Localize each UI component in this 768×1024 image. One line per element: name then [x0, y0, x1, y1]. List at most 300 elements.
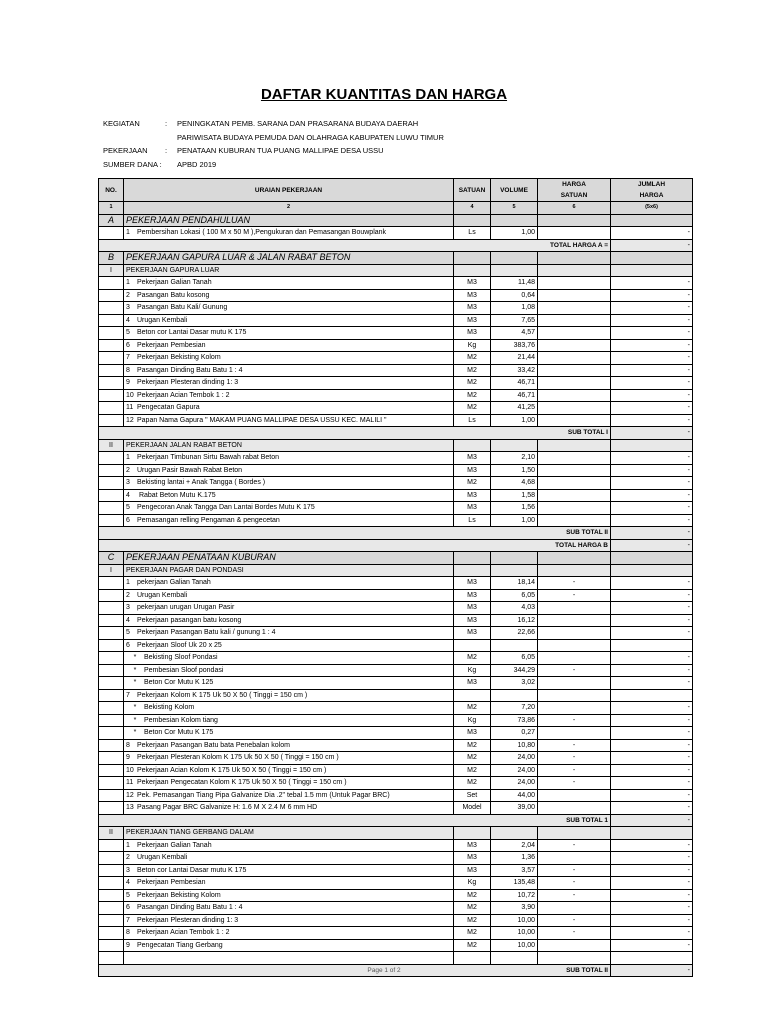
item-volume: [491, 689, 538, 702]
item-description: [124, 789, 454, 802]
table-row: [99, 927, 693, 940]
item-number: 7: [126, 691, 130, 699]
item-description: [124, 227, 454, 240]
item-volume: 1,00: [491, 227, 538, 240]
empty-cell: [99, 302, 124, 315]
item-number: 1: [126, 454, 130, 462]
empty-cell: [99, 339, 124, 352]
item-description: [124, 652, 454, 665]
item-unit-price: -: [538, 577, 611, 590]
item-text: Pasangan Dinding Batu Batu 1 : 4: [137, 366, 243, 374]
item-amount: -: [611, 352, 693, 365]
empty-cell: [99, 289, 124, 302]
empty-cell: [99, 464, 124, 477]
empty-cell: [611, 439, 693, 452]
empty-cell: [99, 352, 124, 365]
index-cell: 2: [124, 202, 454, 215]
item-volume: 1,50: [491, 464, 538, 477]
page-footer: Page 1 of 2: [367, 967, 401, 974]
item-volume: 3,57: [491, 864, 538, 877]
item-unit: M3: [454, 289, 491, 302]
empty-cell: [99, 677, 124, 690]
item-unit: M3: [454, 277, 491, 290]
item-text: Urugan Kembali: [137, 854, 188, 862]
item-description: [124, 577, 454, 590]
meta-row: [103, 158, 597, 172]
empty-cell: [538, 214, 611, 227]
table-row: [99, 414, 693, 427]
table-row: [99, 514, 693, 527]
subsection-row: [99, 264, 693, 277]
table-row: [99, 702, 693, 715]
item-description: [124, 489, 454, 502]
empty-cell: [99, 627, 124, 640]
item-unit-price: -: [538, 589, 611, 602]
item-amount: -: [611, 677, 693, 690]
item-unit-price: -: [538, 739, 611, 752]
item-text: Pekerjaan Pembesian: [137, 879, 206, 887]
item-volume: 10,00: [491, 939, 538, 952]
item-unit: M3: [454, 489, 491, 502]
item-description: [124, 314, 454, 327]
table-row: [99, 639, 693, 652]
item-text: Pekerjaan Galian Tanah: [137, 279, 212, 287]
item-number: 4: [126, 616, 130, 624]
item-description: [124, 302, 454, 315]
item-unit: M3: [454, 327, 491, 340]
item-text: Bekisting Sloof Pondasi: [144, 654, 218, 662]
item-number: 7: [126, 916, 130, 924]
item-amount: [611, 689, 693, 702]
item-volume: 3,90: [491, 902, 538, 915]
empty-cell: [99, 702, 124, 715]
table-row: [99, 839, 693, 852]
table-row: [99, 452, 693, 465]
item-unit-price: [538, 502, 611, 515]
item-unit: Kg: [454, 339, 491, 352]
total-label: TOTAL HARGA B: [99, 539, 611, 552]
item-volume: 73,86: [491, 714, 538, 727]
item-amount: -: [611, 652, 693, 665]
item-volume: 44,00: [491, 789, 538, 802]
item-unit-price: [538, 277, 611, 290]
empty-cell: [99, 402, 124, 415]
item-text: Pekerjaan Plesteran dinding 1: 3: [137, 379, 239, 387]
item-text: Pasangan Dinding Batu Batu 1 : 4: [137, 904, 243, 912]
table-row: [99, 377, 693, 390]
table-row: [99, 489, 693, 502]
empty-cell: [99, 927, 124, 940]
item-description: [124, 627, 454, 640]
empty-cell: [611, 552, 693, 565]
empty-cell: [538, 264, 611, 277]
index-cell: (5x6): [611, 202, 693, 215]
item-number: 2: [126, 854, 130, 862]
item-amount: -: [611, 902, 693, 915]
item-amount: -: [611, 702, 693, 715]
empty-cell: [611, 827, 693, 840]
table-row: [99, 664, 693, 677]
subsection-code: I: [99, 264, 124, 277]
item-unit: M3: [454, 502, 491, 515]
item-volume: 10,80: [491, 739, 538, 752]
item-volume: 4,03: [491, 602, 538, 615]
empty-cell: [99, 577, 124, 590]
item-volume: 6,05: [491, 652, 538, 665]
quantity-price-table: [98, 178, 693, 977]
item-unit: M3: [454, 577, 491, 590]
item-amount: -: [611, 364, 693, 377]
item-unit: M3: [454, 589, 491, 602]
item-amount: -: [611, 914, 693, 927]
item-unit: M3: [454, 302, 491, 315]
item-unit-price: [538, 602, 611, 615]
item-number: 4: [126, 491, 130, 499]
item-text: Pekerjaan Bekisting Kolom: [137, 354, 221, 362]
empty-cell: [99, 477, 124, 490]
bullet-star: *: [133, 729, 137, 737]
item-text: Pasangan Batu kosong: [137, 291, 210, 299]
item-number: 8: [126, 366, 130, 374]
meta-colon: :: [165, 146, 168, 155]
item-unit: M2: [454, 652, 491, 665]
item-volume: 383,76: [491, 339, 538, 352]
item-description: [124, 614, 454, 627]
item-amount: -: [611, 627, 693, 640]
item-unit-price: -: [538, 664, 611, 677]
section-row: [99, 252, 693, 265]
item-description: [124, 514, 454, 527]
item-volume: 46,71: [491, 377, 538, 390]
meta-key: KEGIATAN: [103, 119, 140, 128]
item-text: pekerjaan Galian Tanah: [137, 579, 211, 587]
item-description: [124, 464, 454, 477]
item-volume: [491, 639, 538, 652]
item-text: Pekerjaan Kolom K 175 Uk 50 X 50 ( Tinggi = 150 cm ): [137, 691, 308, 699]
item-unit: M2: [454, 377, 491, 390]
empty-cell: [491, 439, 538, 452]
item-unit-price: [538, 352, 611, 365]
subsection-code: II: [99, 827, 124, 840]
item-volume: 10,72: [491, 889, 538, 902]
total-row: [99, 539, 693, 552]
item-unit-price: [538, 377, 611, 390]
item-amount: -: [611, 864, 693, 877]
item-description: [124, 752, 454, 765]
item-unit: M2: [454, 902, 491, 915]
item-number: 2: [126, 591, 130, 599]
table-row: [99, 677, 693, 690]
item-unit-price: [538, 939, 611, 952]
subtotal-label: SUB TOTAL 1: [99, 814, 611, 827]
empty-cell: [454, 214, 491, 227]
empty-cell: [99, 327, 124, 340]
item-unit-price: -: [538, 864, 611, 877]
meta-key: [103, 131, 165, 145]
item-amount: -: [611, 714, 693, 727]
item-unit-price: [538, 477, 611, 490]
table-row: [99, 477, 693, 490]
meta-colon: :: [165, 119, 168, 128]
item-volume: 16,12: [491, 614, 538, 627]
item-unit-price: [538, 389, 611, 402]
item-text: pekerjaan urugan Urugan Pasir: [137, 604, 235, 612]
item-unit-price: [538, 402, 611, 415]
col-header-harga-line1: HARGA: [562, 181, 586, 188]
empty-cell: [99, 902, 124, 915]
empty-cell: [611, 264, 693, 277]
empty-cell: [99, 939, 124, 952]
table-row: [99, 402, 693, 415]
item-description: [124, 802, 454, 815]
empty-cell: [99, 714, 124, 727]
bullet-star: *: [133, 666, 137, 674]
item-text: Pekerjaan pasangan batu kosong: [137, 616, 242, 624]
item-description: [124, 377, 454, 390]
table-row: [99, 914, 693, 927]
item-volume: 1,36: [491, 852, 538, 865]
item-volume: 11,48: [491, 277, 538, 290]
item-volume: 7,20: [491, 702, 538, 715]
table-row: [99, 714, 693, 727]
item-amount: -: [611, 802, 693, 815]
empty-cell: [611, 252, 693, 265]
item-text: Pekerjaan Pembesian: [137, 341, 206, 349]
empty-cell: [99, 602, 124, 615]
item-number: 12: [126, 416, 134, 424]
item-number: 10: [126, 766, 134, 774]
item-description: [124, 714, 454, 727]
item-unit: M3: [454, 602, 491, 615]
empty-cell: [454, 552, 491, 565]
item-amount: -: [611, 889, 693, 902]
item-amount: -: [611, 377, 693, 390]
item-unit-price: -: [538, 877, 611, 890]
item-unit-price: [538, 902, 611, 915]
col-header-harga-line2: SATUAN: [560, 192, 588, 199]
item-volume: 4,57: [491, 327, 538, 340]
item-unit-price: [538, 489, 611, 502]
empty-cell: [538, 439, 611, 452]
bullet-star: *: [133, 704, 137, 712]
section-row: [99, 552, 693, 565]
bullet-star: *: [133, 716, 137, 724]
empty-cell: [454, 252, 491, 265]
empty-cell: [99, 227, 124, 240]
item-text: Pengecoran Anak Tangga Dan Lantai Bordes Mutu K 175: [137, 504, 315, 512]
item-unit-price: [538, 314, 611, 327]
item-amount: -: [611, 289, 693, 302]
table-row: [99, 602, 693, 615]
table-row: [99, 689, 693, 702]
item-amount: -: [611, 852, 693, 865]
item-amount: -: [611, 927, 693, 940]
empty-cell: [99, 364, 124, 377]
item-number: 9: [126, 379, 130, 387]
item-unit: M3: [454, 614, 491, 627]
item-unit-price: -: [538, 889, 611, 902]
item-volume: 46,71: [491, 389, 538, 402]
item-unit-price: -: [538, 764, 611, 777]
item-volume: 4,68: [491, 477, 538, 490]
meta-val: PENINGKATAN PEMB. SARANA DAN PRASARANA BUDAYA DAERAH: [177, 119, 419, 128]
item-unit: M2: [454, 402, 491, 415]
item-unit: M3: [454, 677, 491, 690]
item-text: Pekerjaan Plesteran dinding 1: 3: [137, 916, 239, 924]
section-title: PEKERJAAN PENATAAN KUBURAN: [124, 552, 454, 565]
item-unit-price: [538, 639, 611, 652]
item-unit-price: [538, 627, 611, 640]
empty-cell: [611, 214, 693, 227]
item-unit: M2: [454, 364, 491, 377]
item-number: 1: [126, 279, 130, 287]
item-amount: -: [611, 789, 693, 802]
item-description: [124, 764, 454, 777]
item-description: [124, 702, 454, 715]
item-volume: 10,00: [491, 927, 538, 940]
index-cell: 5: [491, 202, 538, 215]
table-row: [99, 227, 693, 240]
item-text: Beton cor Lantai Dasar mutu K 175: [137, 866, 247, 874]
item-description: [124, 452, 454, 465]
subtotal-amount: -: [611, 527, 693, 540]
item-description: [124, 339, 454, 352]
empty-cell: [124, 952, 454, 965]
item-unit: M2: [454, 477, 491, 490]
item-unit-price: [538, 327, 611, 340]
item-amount: -: [611, 389, 693, 402]
item-amount: -: [611, 327, 693, 340]
item-unit-price: [538, 702, 611, 715]
item-number: 5: [126, 891, 130, 899]
item-amount: -: [611, 664, 693, 677]
empty-cell: [99, 889, 124, 902]
item-unit-price: [538, 652, 611, 665]
section-title: PEKERJAAN GAPURA LUAR & JALAN RABAT BETON: [124, 252, 454, 265]
col-header-no: NO.: [99, 179, 124, 202]
document-meta: [103, 117, 597, 171]
item-text: Bekisting Kolom: [144, 704, 195, 712]
table-row: [99, 464, 693, 477]
item-volume: 2,04: [491, 839, 538, 852]
item-amount: -: [611, 764, 693, 777]
subtotal-label: SUB TOTAL II: [99, 527, 611, 540]
empty-cell: [99, 502, 124, 515]
item-description: [124, 877, 454, 890]
item-text: Bekisting lantai + Anak Tangga ( Bordes ): [137, 479, 266, 487]
item-volume: 3,02: [491, 677, 538, 690]
item-text: Pembesian Kolom tiang: [144, 716, 218, 724]
item-unit: [454, 639, 491, 652]
item-volume: 2,10: [491, 452, 538, 465]
item-text: Pekerjaan Acian Kolom K 175 Uk 50 X 50 ( Tinggi = 150 cm ): [137, 766, 327, 774]
meta-colon: [165, 158, 177, 172]
item-text: Pekerjaan Pengecatan Kolom K 175 Uk 50 X 50 ( Tinggi = 150 cm ): [137, 779, 347, 787]
empty-cell: [99, 639, 124, 652]
empty-cell: [491, 252, 538, 265]
item-number: 2: [126, 466, 130, 474]
item-text: Pekerjaan Bekisting Kolom: [137, 891, 221, 899]
item-description: [124, 689, 454, 702]
item-text: Pembesian Sloof pondasi: [144, 666, 224, 674]
item-volume: 6,05: [491, 589, 538, 602]
item-description: [124, 839, 454, 852]
item-volume: 41,25: [491, 402, 538, 415]
item-unit-price: [538, 789, 611, 802]
item-description: [124, 727, 454, 740]
empty-cell: [454, 952, 491, 965]
item-text: Pembersihan Lokasi ( 100 M x 50 M ),Pengukuran dan Pemasangan Bouwplank: [137, 229, 387, 237]
table-row: [99, 889, 693, 902]
empty-cell: [538, 827, 611, 840]
empty-cell: [99, 777, 124, 790]
table-row: [99, 614, 693, 627]
empty-cell: [99, 589, 124, 602]
empty-cell: [99, 764, 124, 777]
item-amount: -: [611, 752, 693, 765]
empty-cell: [99, 452, 124, 465]
item-unit: M2: [454, 914, 491, 927]
empty-cell: [491, 264, 538, 277]
item-unit-price: [538, 339, 611, 352]
empty-cell: [454, 827, 491, 840]
col-header-satuan: SATUAN: [454, 179, 491, 202]
item-description: [124, 402, 454, 415]
subsection-row: [99, 439, 693, 452]
total-amount: -: [611, 539, 693, 552]
item-amount: -: [611, 477, 693, 490]
table-row: [99, 577, 693, 590]
item-text: Pemasangan relling Pengaman & pengecetan: [137, 516, 280, 524]
table-row: [99, 389, 693, 402]
item-text: Pekerjaan Timbunan Sirtu Bawah rabat Beton: [137, 454, 280, 462]
subtotal-amount: -: [611, 427, 693, 440]
item-volume: 22,66: [491, 627, 538, 640]
item-volume: 1,08: [491, 302, 538, 315]
item-description: [124, 327, 454, 340]
item-number: 8: [126, 929, 130, 937]
item-volume: 1,00: [491, 414, 538, 427]
table-row: [99, 789, 693, 802]
item-description: [124, 502, 454, 515]
item-unit: M3: [454, 864, 491, 877]
item-description: [124, 477, 454, 490]
item-unit: M2: [454, 702, 491, 715]
table-row: [99, 802, 693, 815]
item-number: 3: [126, 304, 130, 312]
empty-cell: [99, 314, 124, 327]
item-description: [124, 939, 454, 952]
item-unit-price: [538, 302, 611, 315]
item-amount: -: [611, 452, 693, 465]
item-description: [124, 889, 454, 902]
section-title: PEKERJAAN PENDAHULUAN: [124, 214, 454, 227]
item-amount: [611, 639, 693, 652]
item-number: 6: [126, 341, 130, 349]
item-volume: 0,64: [491, 289, 538, 302]
empty-cell: [491, 827, 538, 840]
item-volume: 1,00: [491, 514, 538, 527]
item-description: [124, 677, 454, 690]
item-volume: 135,48: [491, 877, 538, 890]
meta-colon: [165, 131, 177, 145]
col-header-jumlah-line1: JUMLAH: [637, 181, 666, 188]
item-description: [124, 389, 454, 402]
subsection-title: PEKERJAAN TIANG GERBANG DALAM: [124, 827, 454, 840]
item-number: 4: [126, 316, 130, 324]
subsection-code: II: [99, 439, 124, 452]
empty-cell: [99, 789, 124, 802]
